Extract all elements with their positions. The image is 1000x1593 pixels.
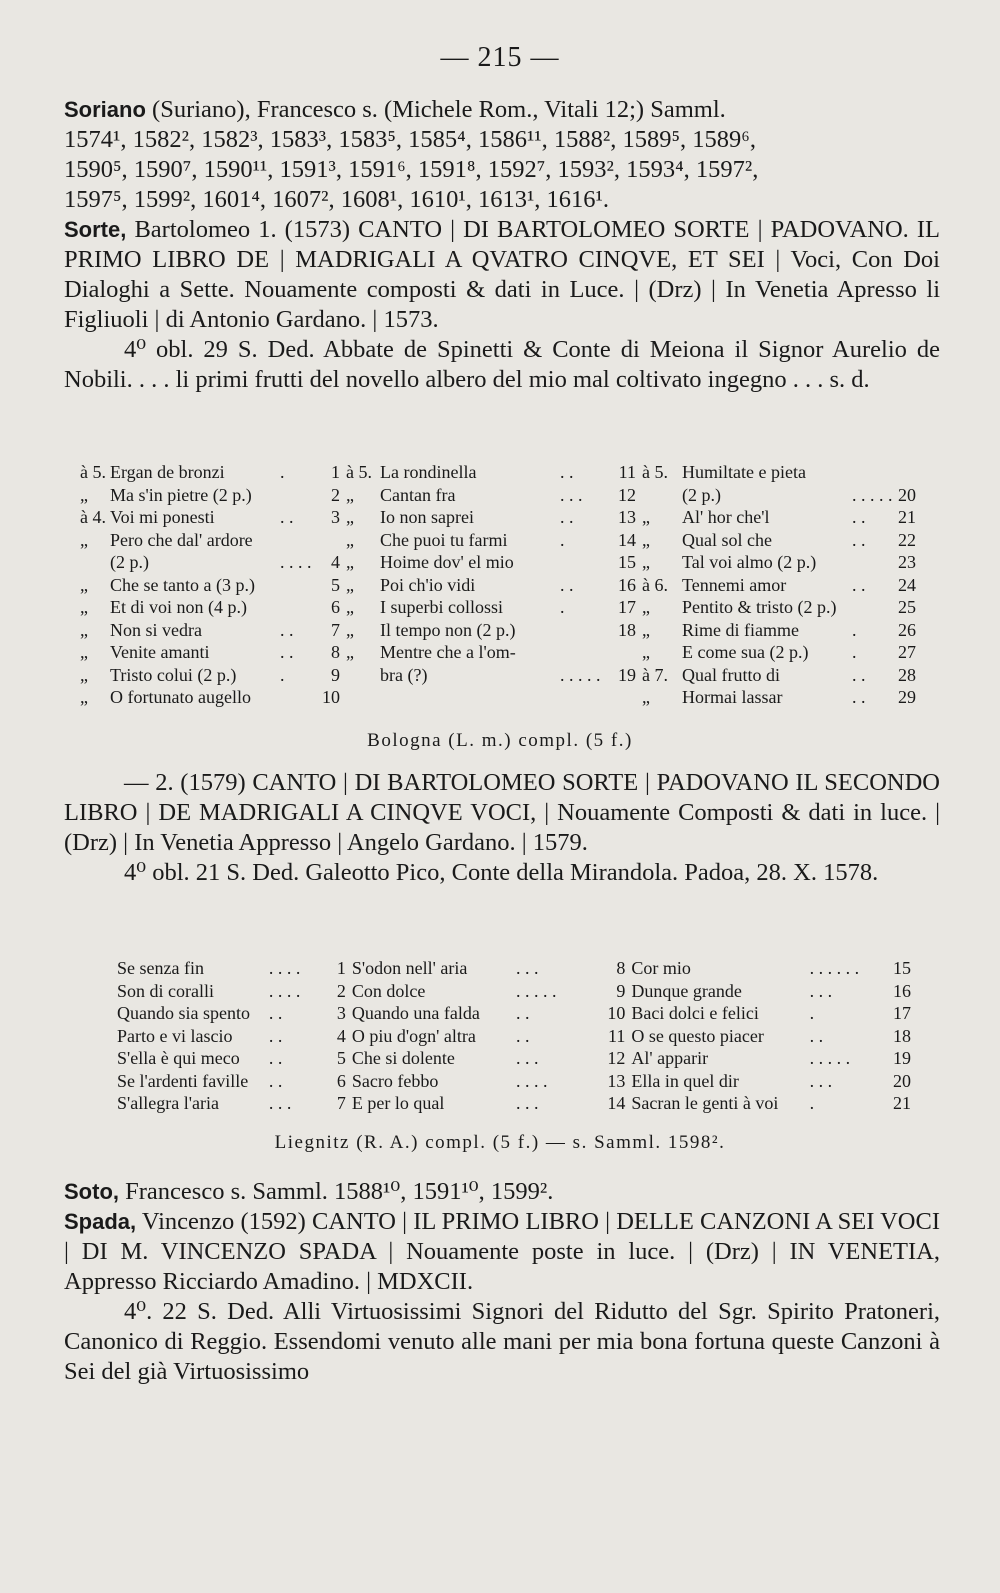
piece-number: 17 [618,597,636,617]
soriano-name: Soriano [64,97,146,122]
soto-entry [64,1177,940,1207]
piece-title: S'allegra l'aria [117,1093,219,1113]
voice-count: à 5. [642,462,668,482]
piece-number: 17 [893,1003,911,1023]
piece-title: Ergan de bronzi [110,462,225,482]
leader-dots [280,687,320,710]
piece-number: 24 [898,574,916,595]
piece-title: Tal voi almo (2 p.) [682,552,817,572]
piece-number: 15 [618,552,636,572]
piece-title: Pero che dal' ardore [110,529,253,550]
piece-number: 7 [336,1093,346,1113]
piece-number: 29 [898,687,916,707]
table-row [80,530,922,553]
soto-text: Francesco s. Samml. 1588¹⁰, 1591¹⁰, 1599². [119,1178,554,1205]
voice-count: „ [346,484,354,505]
soriano-line-3: 1590⁵, 1590⁷, 1590¹¹, 1591³, 1591⁶, 1591⁸, 1592⁷, 1593², 1593⁴, 1597², [64,156,759,183]
piece-title [380,687,560,710]
piece-number: 4 [336,1025,346,1046]
spada-description: 4⁰. 22 S. Ded. Alli Virtuosissimi Signori del Ridutto del Sgr. Spirito Pratoneri, Canonico di Reggio. Essendomi venuto alle mani per mia bona fortuna queste Canzoni à Sei del già Virtuosissimo [64,1298,940,1385]
leader-dots: . [280,664,285,685]
piece-title: Sacran le genti à voi [631,1093,779,1113]
table-row [117,981,917,1004]
piece-number [898,462,922,485]
piece-title: Che si dolente [351,1048,455,1068]
sorte-book2-description: 4⁰ obl. 21 S. Ded. Galeotto Pico, Conte della Mirandola. Padoa, 28. X. 1578. [124,859,879,886]
piece-title: Che puoi tu farmi [380,529,508,550]
leader-dots: . . [560,507,574,527]
leader-dots [560,642,608,665]
voice-count: „ [346,529,354,550]
piece-number: 3 [331,507,340,527]
table-row [117,1026,917,1049]
leader-dots [852,462,898,485]
leader-dots: . . [268,1070,283,1091]
leader-dots [852,552,898,575]
piece-title: Qual frutto di [682,664,780,685]
leader-dots: . . . . [280,552,312,572]
leader-dots [560,552,608,575]
piece-title: Con dolce [351,980,426,1001]
voice-count: à 6. [642,574,668,595]
leader-dots: . . . [515,958,539,978]
voice-count: „ [642,687,650,707]
piece-number: 18 [893,1025,911,1046]
piece-title: (2 p.) [110,552,149,572]
piece-number: 3 [336,1003,346,1023]
piece-number: 5 [336,1048,346,1068]
leader-dots: . . [268,1048,283,1068]
piece-number [608,687,642,710]
table-row [80,642,922,665]
piece-number [608,642,642,665]
leader-dots [560,620,608,643]
voice-count [346,687,380,710]
leader-dots: . . . . [515,1070,548,1091]
sorte-book2-title: — 2. (1579) CANTO | DI BARTOLOMEO SORTE | PADOVANO IL SECONDO LIBRO | DE MADRIGALI A CINQVE VOCI, | Nouamente Composti & dati in luce. | (Drz) | In Venetia Appresso | Angelo Gardano. | 1579. [64,769,940,856]
leader-dots: . [809,1093,815,1113]
piece-number: 6 [336,1070,346,1091]
spada-name: Spada, [64,1209,137,1234]
soriano-line-2: 1574¹, 1582², 1582³, 1583³, 1583⁵, 1585⁴, 1586¹¹, 1588², 1589⁵, 1589⁶, [64,126,756,153]
piece-number: 21 [893,1093,911,1113]
piece-number: 10 [607,1003,626,1023]
piece-title: Qual sol che [682,529,772,550]
piece-number: 13 [618,507,636,527]
piece-title: La rondinella [380,462,477,482]
piece-number: 22 [898,529,916,550]
table-row [80,552,922,575]
voice-count: „ [80,619,88,640]
spada-intro-text: Vincenzo (1592) CANTO | IL PRIMO LIBRO | DELLE CANZONI A SEI VOCI | DI M. VINCENZO SPADA | Nouamente poste in luce. | (Drz) | IN VENETIA, Appresso Ricciardo Amadino. | MDXCII. [64,1208,940,1295]
piece-title: Rime di fiamme [682,619,799,640]
voice-count [642,485,682,508]
voice-count: „ [642,597,650,617]
sorte-name: Sorte, [64,217,127,242]
leader-dots: . . [560,574,574,595]
table-row [117,1093,917,1116]
table-row [117,1071,917,1094]
voice-count: „ [642,552,650,572]
piece-number: 16 [893,980,911,1001]
voice-count: „ [80,642,88,662]
table-row [80,575,922,598]
piece-title: Non si vedra [110,619,202,640]
piece-title: Et di voi non (4 p.) [110,597,247,617]
piece-number: 4 [331,552,340,572]
piece-number: 13 [607,1070,626,1091]
voice-count [80,552,110,575]
piece-title: Cantan fra [380,484,456,505]
table-row [80,665,922,688]
voice-count: „ [346,507,354,527]
voice-count: à 5. [80,462,106,482]
piece-number: 28 [898,664,916,685]
piece-number: 11 [618,462,636,482]
piece-title: S'ella è qui meco [117,1048,240,1068]
piece-title: Hoime dov' el mio [380,552,514,572]
leader-dots: . . . . . [560,664,601,685]
leader-dots [280,597,320,620]
piece-title: Pentito & tristo (2 p.) [682,597,837,617]
leader-dots: . . [280,507,294,527]
table-row [117,958,917,981]
voice-count: „ [642,619,650,640]
table-row [80,507,922,530]
voice-count: „ [346,574,354,595]
piece-title: Hormai lassar [682,687,783,707]
piece-title: Io non saprei [380,507,474,527]
leader-dots: . [560,597,565,617]
leader-dots: . [560,529,565,550]
leader-dots: . [280,462,285,482]
voice-count: „ [80,529,88,550]
leader-dots: . . [268,1003,283,1023]
piece-title: Mentre che a l'om- [380,642,516,662]
leader-dots [280,485,320,508]
voice-count: „ [80,574,88,595]
piece-title: Son di coralli [117,980,214,1001]
sorte-entry [64,215,940,395]
leader-dots: . . . . . [852,484,893,505]
leader-dots: . . [852,507,866,527]
leader-dots: . . [852,687,866,707]
piece-title: Tennemi amor [682,574,787,595]
piece-title: Al' hor che'l [682,507,770,527]
sorte-intro-text: Bartolomeo 1. (1573) CANTO | DI BARTOLOMEO SORTE | PADOVANO. IL PRIMO LIBRO DE | MADRIGALI A QVATRO CINQVE, ET SEI | Voci, Con Doi Dialoghi a Sette. Nouamente composti & dati in Luce. | (Drz) | In Venetia Apresso li Figliuoli | di Antonio Gardano. | 1573. [64,216,940,333]
voice-count: à 5. [346,462,372,482]
table-row [80,620,922,643]
piece-title: S'odon nell' aria [351,958,468,978]
piece-number: 26 [898,619,916,640]
voice-count: „ [80,484,88,505]
piece-title: Humiltate e pieta [682,462,806,482]
leader-dots: . . . . [268,958,301,978]
soriano-text: (Suriano), Francesco s. (Michele Rom., Vitali 12;) Samml. [145,96,726,123]
table-row [80,485,922,508]
soriano-line-1 [64,95,940,125]
table-row [80,597,922,620]
leader-dots: . . [852,529,866,550]
voice-count: „ [642,529,650,550]
piece-title: O piu d'ogn' altra [351,1025,476,1046]
piece-number: 2 [336,980,346,1001]
table-row [117,1003,917,1026]
leader-dots [852,597,898,620]
leader-dots: . . . [268,1093,292,1113]
leader-dots: . [852,642,857,662]
piece-title: Tristo colui (2 p.) [110,664,237,685]
sorte-book1-library: Bologna (L. m.) compl. (5 f.) [367,730,633,751]
piece-number: 6 [331,597,340,617]
piece-number: 10 [322,687,340,707]
piece-title: Dunque grande [631,980,742,1001]
piece-number: 15 [893,958,911,978]
piece-number [320,530,346,553]
leader-dots: . . . [809,1070,833,1091]
piece-number: 23 [898,552,916,572]
piece-number: 8 [616,958,626,978]
page-number: — 215 — [440,42,560,73]
leader-dots [560,687,608,710]
soto-name: Soto, [64,1179,119,1204]
sorte-book2-library: Liegnitz (R. A.) compl. (5 f.) — s. Samml. 1598². [274,1132,726,1153]
voice-count [346,665,380,688]
leader-dots: . . [515,1003,530,1023]
leader-dots [280,530,320,553]
piece-number: 7 [331,619,340,640]
leader-dots: . . [852,574,866,595]
piece-number: 9 [616,980,626,1001]
voice-count: „ [346,619,354,640]
piece-number: 12 [618,484,636,505]
leader-dots: . . [852,664,866,685]
piece-number: 1 [331,462,340,482]
piece-title: Baci dolci e felici [631,1003,759,1023]
soriano-entry [64,95,940,215]
voice-count: „ [642,642,650,662]
leader-dots: . . . . . . [809,958,860,978]
leader-dots: . . . [560,484,583,505]
sorte-book2-entry [64,768,940,888]
piece-number: 19 [618,664,636,685]
piece-number: 1 [336,958,346,978]
piece-number: 21 [898,507,916,527]
spada-entry [64,1207,940,1387]
leader-dots: . . . [515,1093,539,1113]
voice-count: „ [80,664,88,685]
table-row [80,462,922,485]
piece-title: I superbi collossi [380,597,503,617]
leader-dots: . . . . [268,980,301,1001]
piece-number: 8 [331,642,340,662]
voice-count: „ [346,642,354,662]
voice-count: à 4. [80,507,106,527]
piece-title: Che se tanto a (3 p.) [110,574,255,595]
piece-title: Ma s'in pietre (2 p.) [110,484,252,505]
piece-number: 20 [893,1070,911,1091]
piece-number: 20 [898,484,916,505]
piece-title: Poi ch'io vidi [380,574,476,595]
leader-dots: . . [280,619,294,640]
table-row [117,1048,917,1071]
piece-number: 11 [608,1025,626,1046]
piece-number: 16 [618,574,636,595]
leader-dots: . . [560,462,574,482]
piece-title: Quando una falda [351,1003,480,1023]
leader-dots: . . . [809,980,833,1001]
piece-title: Se senza fin [117,958,204,978]
piece-title: Al' apparir [631,1048,709,1068]
sorte-intro [64,215,940,335]
piece-title: E per lo qual [351,1093,445,1113]
piece-title: Cor mio [631,958,691,978]
piece-number: 5 [331,574,340,595]
piece-title: Il tempo non (2 p.) [380,619,516,640]
leader-dots: . . . . . [809,1048,851,1068]
soriano-line-4: 1597⁵, 1599², 1601⁴, 1607², 1608¹, 1610¹, 1613¹, 1616¹. [64,186,610,213]
piece-number: 25 [898,597,916,617]
spada-intro [64,1207,940,1297]
leader-dots: . . [268,1025,283,1046]
piece-number: 19 [893,1048,911,1068]
table-row [80,687,922,710]
piece-title: O fortunato augello [110,687,251,707]
sorte-book1-contents-table [80,462,922,710]
voice-count: „ [80,687,88,707]
piece-number: 9 [331,664,340,685]
piece-title: E come sua (2 p.) [682,642,809,662]
voice-count: „ [642,507,650,527]
leader-dots: . . [280,642,294,662]
leader-dots [280,575,320,598]
piece-number: 2 [331,484,340,505]
piece-number: 27 [898,642,916,662]
piece-title: bra (?) [380,664,428,685]
leader-dots: . . . [515,1048,539,1068]
piece-title: Voi mi ponesti [110,507,215,527]
piece-title: (2 p.) [682,484,721,505]
piece-title: Quando sia spento [117,1003,250,1023]
leader-dots: . . [809,1025,824,1046]
piece-title: O se questo piacer [631,1025,764,1046]
leader-dots: . [852,619,857,640]
piece-title: Venite amanti [110,642,210,662]
piece-number: 18 [618,619,636,640]
voice-count: à 7. [642,664,668,685]
voice-count: „ [346,597,354,617]
piece-number: 14 [618,529,636,550]
voice-count: „ [80,597,88,617]
leader-dots: . . [515,1025,530,1046]
piece-number: 14 [607,1093,626,1113]
sorte-book2-contents-table [117,958,917,1116]
piece-title: Ella in quel dir [631,1070,739,1091]
piece-title: Parto e vi lascio [117,1025,233,1046]
leader-dots: . . . . . [515,980,557,1001]
piece-title: Se l'ardenti faville [117,1070,249,1091]
leader-dots: . [809,1003,815,1023]
soto-line [64,1177,940,1207]
piece-number: 12 [607,1048,626,1068]
sorte-description: 4⁰ obl. 29 S. Ded. Abbate de Spinetti & Conte di Meiona il Signor Aurelio de Nobili. . . . li primi frutti del novello albero del mio mal coltivato ingegno . . . s. d. [64,336,940,393]
piece-title: Sacro febbo [351,1070,439,1091]
voice-count: „ [346,552,354,572]
